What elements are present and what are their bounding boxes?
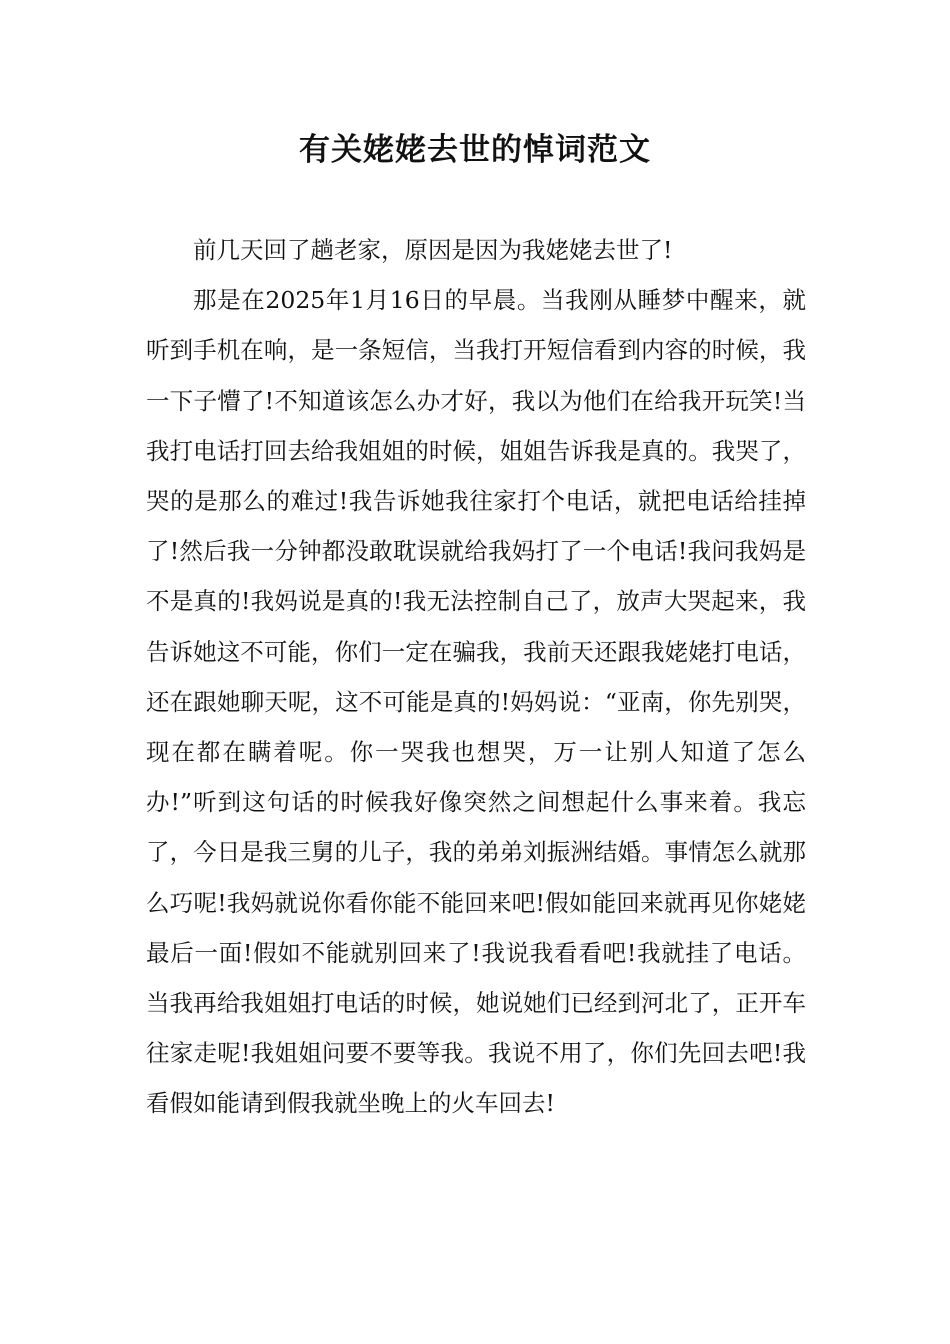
paragraph-1: 前几天回了趟老家，原因是因为我姥姥去世了!: [193, 236, 673, 264]
document-title: 有关姥姥去世的悼词范文: [299, 132, 651, 168]
paragraph-2: 那是在2025年1月16日的早晨。当我刚从睡梦中醒来，就听到手机在响，是一条短信，当我打开短信看到内容的时候，我一下子懵了!不知道该怎么办才好，我以为他们在给我开玩笑!当我打电话打回去给我姐姐的时候，姐姐告诉我是真的。我哭了，哭的是那么的难过!我告诉她我往家打个电话，就把电话给挂掉了!然后我一分钟都没敢耽误就给我妈打了一个电话!我问我妈是不是真的!我妈说是真的!我无法控制自己了，放声大哭起来，我告诉她这不可能，你们一定在骗我，我前天还跟我姥姥打电话，还在跟她聊天呢，这不可能是真的!妈妈说：“亚南，你先别哭，现在都在瞒着呢。你一哭我也想哭，万一让别人知道了怎么办!”听到这句话的时候我好像突然之间想起什么事来着。我忘了，今日是我三舅的儿子，我的弟弟刘振洲结婚。事情怎么就那么巧呢!我妈就说你看你能不能回来吧!假如能回来就再见你姥姥最后一面!假如不能就别回来了!我说我看看吧!我就挂了电话。当我再给我姐姐打电话的时候，她说她们已经到河北了，正开车往家走呢!我姐姐问要不要等我。我说不用了，你们先回去吧!我看假如能请到假我就坐晚上的火车回去!: [146, 286, 806, 1118]
document-body: [146, 225, 806, 1129]
